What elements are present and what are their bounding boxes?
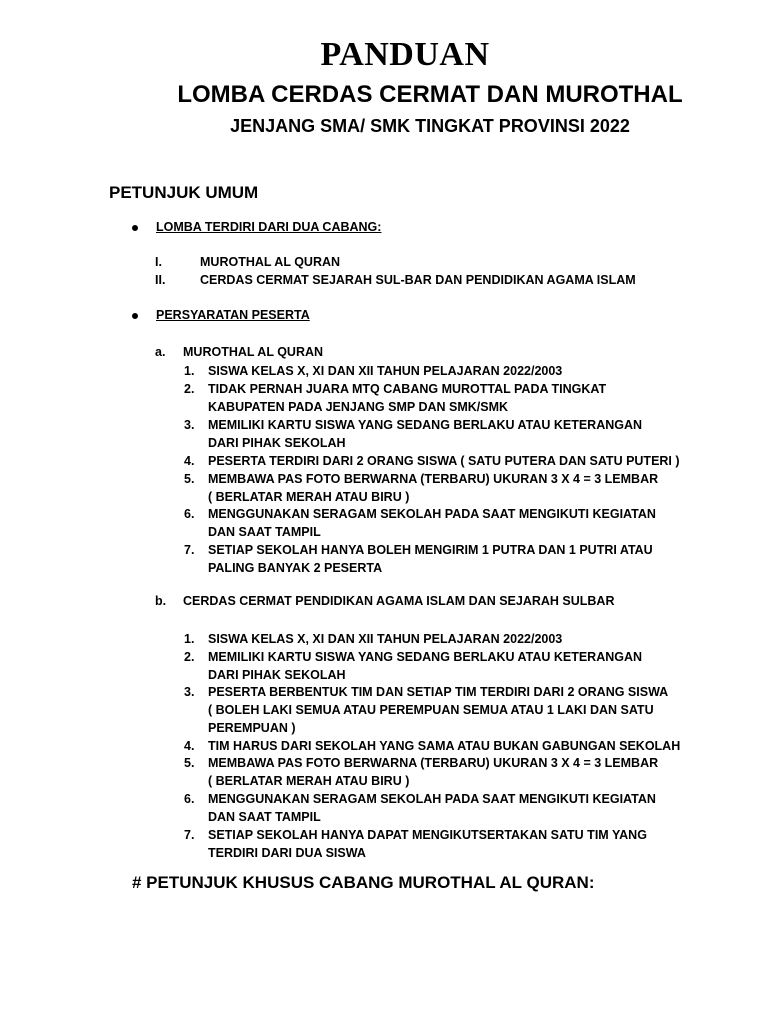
section-title: CERDAS CERMAT PENDIDIKAN AGAMA ISLAM DAN SEJARAH SULBAR xyxy=(183,594,615,608)
item-text: MEMBAWA PAS FOTO BERWARNA (TERBARU) UKURAN 3 X 4 = 3 LEMBAR ( BERLATAR MERAH ATAU BIRU ) xyxy=(208,472,659,504)
item-number: 1. xyxy=(184,632,195,646)
section-title: MUROTHAL AL QURAN xyxy=(183,345,324,359)
item-text: PESERTA BERBENTUK TIM DAN SETIAP TIM TERDIRI DARI 2 ORANG SISWA ( BOLEH LAKI SEMUA ATAU PEREMPUAN SEMUA ATAU 1 LAKI DAN SATU PEREMPUAN ) xyxy=(208,685,669,735)
branch-label: CERDAS CERMAT SEJARAH SUL-BAR DAN PENDIDIKAN AGAMA ISLAM xyxy=(200,273,636,287)
section-letter: a. xyxy=(155,345,166,359)
page-title: PANDUAN xyxy=(320,36,490,73)
item-text: MEMILIKI KARTU SISWA YANG SEDANG BERLAKU ATAU KETERANGAN DARI PIHAK SEKOLAH xyxy=(208,418,643,450)
item-number: 6. xyxy=(184,792,195,806)
item-text: MENGGUNAKAN SERAGAM SEKOLAH PADA SAAT MENGIKUTI KEGIATAN DAN SAAT TAMPIL xyxy=(208,792,656,824)
roman-numeral: I. xyxy=(155,255,162,269)
item-number: 4. xyxy=(184,739,195,753)
item-number: 4. xyxy=(184,454,195,468)
item-text: MENGGUNAKAN SERAGAM SEKOLAH PADA SAAT MENGIKUTI KEGIATAN DAN SAAT TAMPIL xyxy=(208,507,656,539)
item-number: 5. xyxy=(184,472,195,486)
item-text: TIDAK PERNAH JUARA MTQ CABANG MUROTTAL PADA TINGKAT KABUPATEN PADA JENJANG SMP DAN SMK/SMK xyxy=(208,382,607,414)
item-text: SETIAP SEKOLAH HANYA DAPAT MENGIKUTSERTAKAN SATU TIM YANG TERDIRI DARI DUA SISWA xyxy=(208,828,647,860)
section-letter: b. xyxy=(155,594,167,608)
item-text: SISWA KELAS X, XI DAN XII TAHUN PELAJARAN 2022/2003 xyxy=(208,632,563,646)
item-text: SISWA KELAS X, XI DAN XII TAHUN PELAJARAN 2022/2003 xyxy=(208,364,563,378)
item-text: PESERTA TERDIRI DARI 2 ORANG SISWA ( SATU PUTERA DAN SATU PUTERI ) xyxy=(208,454,680,468)
bullet-icon xyxy=(132,225,138,231)
item-number: 5. xyxy=(184,756,195,770)
item-number: 3. xyxy=(184,685,195,699)
roman-numeral: II. xyxy=(155,273,166,287)
document-level-line: JENJANG SMA/ SMK TINGKAT PROVINSI 2022 xyxy=(230,116,630,136)
item-number: 2. xyxy=(184,382,195,396)
special-instructions-heading: # PETUNJUK KHUSUS CABANG MUROTHAL AL QURAN: xyxy=(132,873,595,892)
item-number: 7. xyxy=(184,543,195,557)
item-text: MEMILIKI KARTU SISWA YANG SEDANG BERLAKU ATAU KETERANGAN DARI PIHAK SEKOLAH xyxy=(208,650,643,682)
item-text: SETIAP SEKOLAH HANYA BOLEH MENGIRIM 1 PUTRA DAN 1 PUTRI ATAU PALING BANYAK 2 PESERTA xyxy=(208,543,653,575)
item-number: 2. xyxy=(184,650,195,664)
branch-label: MUROTHAL AL QURAN xyxy=(200,255,341,269)
item-text: TIM HARUS DARI SEKOLAH YANG SAMA ATAU BUKAN GABUNGAN SEKOLAH xyxy=(208,739,681,753)
bullet-icon xyxy=(132,313,138,319)
item-number: 6. xyxy=(184,507,195,521)
item-number: 1. xyxy=(184,364,195,378)
general-instructions-heading: PETUNJUK UMUM xyxy=(109,183,259,202)
bullet-label: PERSYARATAN PESERTA xyxy=(156,308,310,322)
item-number: 7. xyxy=(184,828,195,842)
document-subtitle: LOMBA CERDAS CERMAT DAN MUROTHAL xyxy=(177,81,683,108)
bullet-label: LOMBA TERDIRI DARI DUA CABANG: xyxy=(156,220,382,234)
item-text: MEMBAWA PAS FOTO BERWARNA (TERBARU) UKURAN 3 X 4 = 3 LEMBAR ( BERLATAR MERAH ATAU BIRU ) xyxy=(208,756,659,788)
item-number: 3. xyxy=(184,418,195,432)
